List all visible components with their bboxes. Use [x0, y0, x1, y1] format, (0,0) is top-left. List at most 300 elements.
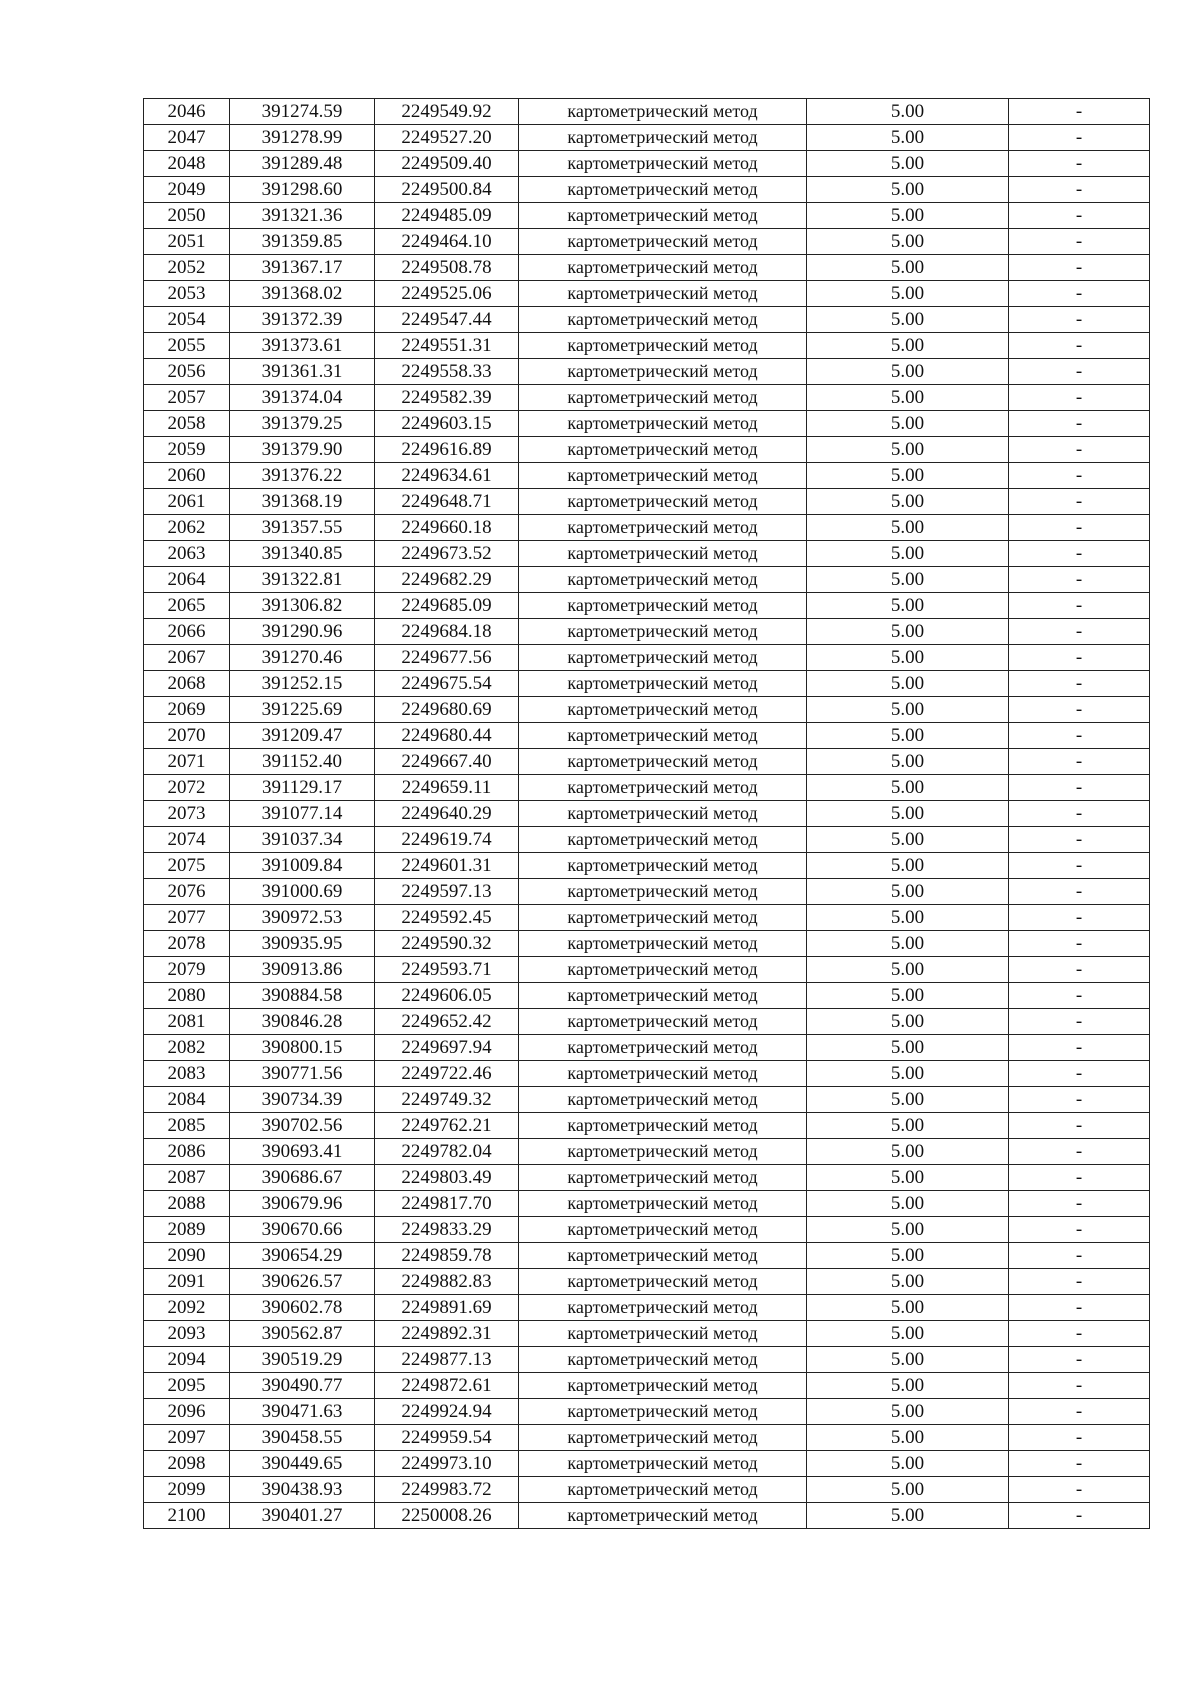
x-coordinate-cell: 391322.81 — [230, 567, 375, 593]
description-cell: - — [1009, 983, 1150, 1009]
x-coordinate-cell: 391321.36 — [230, 203, 375, 229]
table-row — [144, 957, 1150, 983]
table-row — [144, 541, 1150, 567]
x-coordinate-cell: 391361.31 — [230, 359, 375, 385]
accuracy-cell: 5.00 — [807, 905, 1009, 931]
table-row — [144, 931, 1150, 957]
accuracy-cell: 5.00 — [807, 437, 1009, 463]
point-number-cell: 2094 — [144, 1347, 230, 1373]
description-cell: - — [1009, 1503, 1150, 1529]
x-coordinate-cell: 390654.29 — [230, 1243, 375, 1269]
accuracy-cell: 5.00 — [807, 463, 1009, 489]
y-coordinate-cell: 2249616.89 — [375, 437, 519, 463]
x-coordinate-cell: 390771.56 — [230, 1061, 375, 1087]
accuracy-cell: 5.00 — [807, 541, 1009, 567]
x-coordinate-cell: 391373.61 — [230, 333, 375, 359]
table-row — [144, 1373, 1150, 1399]
accuracy-cell: 5.00 — [807, 333, 1009, 359]
accuracy-cell: 5.00 — [807, 801, 1009, 827]
method-cell: картометрический метод — [519, 1035, 807, 1061]
table-row — [144, 1191, 1150, 1217]
point-number-cell: 2083 — [144, 1061, 230, 1087]
y-coordinate-cell: 2249652.42 — [375, 1009, 519, 1035]
x-coordinate-cell: 390670.66 — [230, 1217, 375, 1243]
x-coordinate-cell: 391359.85 — [230, 229, 375, 255]
point-number-cell: 2086 — [144, 1139, 230, 1165]
table-row — [144, 1451, 1150, 1477]
y-coordinate-cell: 2249924.94 — [375, 1399, 519, 1425]
point-number-cell: 2046 — [144, 99, 230, 125]
y-coordinate-cell: 2249877.13 — [375, 1347, 519, 1373]
accuracy-cell: 5.00 — [807, 99, 1009, 125]
method-cell: картометрический метод — [519, 1087, 807, 1113]
y-coordinate-cell: 2249606.05 — [375, 983, 519, 1009]
method-cell: картометрический метод — [519, 1321, 807, 1347]
table-row — [144, 1295, 1150, 1321]
x-coordinate-cell: 391379.90 — [230, 437, 375, 463]
point-number-cell: 2077 — [144, 905, 230, 931]
y-coordinate-cell: 2249648.71 — [375, 489, 519, 515]
x-coordinate-cell: 391129.17 — [230, 775, 375, 801]
table-row — [144, 1399, 1150, 1425]
accuracy-cell: 5.00 — [807, 1191, 1009, 1217]
accuracy-cell: 5.00 — [807, 775, 1009, 801]
method-cell: картометрический метод — [519, 931, 807, 957]
accuracy-cell: 5.00 — [807, 1477, 1009, 1503]
description-cell: - — [1009, 437, 1150, 463]
description-cell: - — [1009, 1451, 1150, 1477]
accuracy-cell: 5.00 — [807, 983, 1009, 1009]
description-cell: - — [1009, 1113, 1150, 1139]
x-coordinate-cell: 390935.95 — [230, 931, 375, 957]
method-cell: картометрический метод — [519, 1477, 807, 1503]
accuracy-cell: 5.00 — [807, 1347, 1009, 1373]
point-number-cell: 2056 — [144, 359, 230, 385]
x-coordinate-cell: 391340.85 — [230, 541, 375, 567]
point-number-cell: 2080 — [144, 983, 230, 1009]
y-coordinate-cell: 2249527.20 — [375, 125, 519, 151]
table-row — [144, 515, 1150, 541]
accuracy-cell: 5.00 — [807, 1451, 1009, 1477]
point-number-cell: 2079 — [144, 957, 230, 983]
description-cell: - — [1009, 307, 1150, 333]
method-cell: картометрический метод — [519, 593, 807, 619]
table-row — [144, 749, 1150, 775]
method-cell: картометрический метод — [519, 801, 807, 827]
y-coordinate-cell: 2249817.70 — [375, 1191, 519, 1217]
method-cell: картометрический метод — [519, 177, 807, 203]
x-coordinate-cell: 391270.46 — [230, 645, 375, 671]
description-cell: - — [1009, 1165, 1150, 1191]
y-coordinate-cell: 2249551.31 — [375, 333, 519, 359]
table-row — [144, 1503, 1150, 1529]
y-coordinate-cell: 2249592.45 — [375, 905, 519, 931]
table-row — [144, 567, 1150, 593]
x-coordinate-cell: 390972.53 — [230, 905, 375, 931]
accuracy-cell: 5.00 — [807, 1113, 1009, 1139]
point-number-cell: 2069 — [144, 697, 230, 723]
description-cell: - — [1009, 359, 1150, 385]
x-coordinate-cell: 390490.77 — [230, 1373, 375, 1399]
x-coordinate-cell: 390562.87 — [230, 1321, 375, 1347]
point-number-cell: 2090 — [144, 1243, 230, 1269]
table-row — [144, 723, 1150, 749]
y-coordinate-cell: 2249675.54 — [375, 671, 519, 697]
x-coordinate-cell: 391372.39 — [230, 307, 375, 333]
method-cell: картометрический метод — [519, 1061, 807, 1087]
method-cell: картометрический метод — [519, 905, 807, 931]
description-cell: - — [1009, 723, 1150, 749]
y-coordinate-cell: 2249582.39 — [375, 385, 519, 411]
description-cell: - — [1009, 619, 1150, 645]
point-number-cell: 2074 — [144, 827, 230, 853]
x-coordinate-cell: 390800.15 — [230, 1035, 375, 1061]
point-number-cell: 2053 — [144, 281, 230, 307]
accuracy-cell: 5.00 — [807, 1139, 1009, 1165]
point-number-cell: 2097 — [144, 1425, 230, 1451]
accuracy-cell: 5.00 — [807, 1061, 1009, 1087]
x-coordinate-cell: 391252.15 — [230, 671, 375, 697]
table-row — [144, 1165, 1150, 1191]
table-row — [144, 671, 1150, 697]
description-cell: - — [1009, 333, 1150, 359]
point-number-cell: 2098 — [144, 1451, 230, 1477]
y-coordinate-cell: 2250008.26 — [375, 1503, 519, 1529]
description-cell: - — [1009, 1139, 1150, 1165]
point-number-cell: 2100 — [144, 1503, 230, 1529]
accuracy-cell: 5.00 — [807, 1269, 1009, 1295]
description-cell: - — [1009, 125, 1150, 151]
table-row — [144, 281, 1150, 307]
y-coordinate-cell: 2249640.29 — [375, 801, 519, 827]
description-cell: - — [1009, 489, 1150, 515]
description-cell: - — [1009, 879, 1150, 905]
y-coordinate-cell: 2249872.61 — [375, 1373, 519, 1399]
x-coordinate-cell: 391379.25 — [230, 411, 375, 437]
table-row — [144, 1139, 1150, 1165]
point-number-cell: 2060 — [144, 463, 230, 489]
accuracy-cell: 5.00 — [807, 229, 1009, 255]
description-cell: - — [1009, 411, 1150, 437]
description-cell: - — [1009, 1243, 1150, 1269]
y-coordinate-cell: 2249525.06 — [375, 281, 519, 307]
x-coordinate-cell: 391077.14 — [230, 801, 375, 827]
point-number-cell: 2075 — [144, 853, 230, 879]
point-number-cell: 2061 — [144, 489, 230, 515]
point-number-cell: 2066 — [144, 619, 230, 645]
table-row — [144, 203, 1150, 229]
table-row — [144, 1035, 1150, 1061]
method-cell: картометрический метод — [519, 1243, 807, 1269]
point-number-cell: 2067 — [144, 645, 230, 671]
x-coordinate-cell: 391306.82 — [230, 593, 375, 619]
table-row — [144, 151, 1150, 177]
y-coordinate-cell: 2249677.56 — [375, 645, 519, 671]
accuracy-cell: 5.00 — [807, 1321, 1009, 1347]
y-coordinate-cell: 2249558.33 — [375, 359, 519, 385]
accuracy-cell: 5.00 — [807, 1503, 1009, 1529]
accuracy-cell: 5.00 — [807, 359, 1009, 385]
method-cell: картометрический метод — [519, 1217, 807, 1243]
y-coordinate-cell: 2249749.32 — [375, 1087, 519, 1113]
description-cell: - — [1009, 645, 1150, 671]
y-coordinate-cell: 2249685.09 — [375, 593, 519, 619]
point-number-cell: 2068 — [144, 671, 230, 697]
point-number-cell: 2087 — [144, 1165, 230, 1191]
method-cell: картометрический метод — [519, 359, 807, 385]
x-coordinate-cell: 391000.69 — [230, 879, 375, 905]
method-cell: картометрический метод — [519, 645, 807, 671]
accuracy-cell: 5.00 — [807, 1295, 1009, 1321]
table-row — [144, 437, 1150, 463]
method-cell: картометрический метод — [519, 619, 807, 645]
x-coordinate-cell: 390401.27 — [230, 1503, 375, 1529]
point-number-cell: 2091 — [144, 1269, 230, 1295]
table-row — [144, 1087, 1150, 1113]
x-coordinate-cell: 391368.02 — [230, 281, 375, 307]
accuracy-cell: 5.00 — [807, 1373, 1009, 1399]
point-number-cell: 2076 — [144, 879, 230, 905]
x-coordinate-cell: 390734.39 — [230, 1087, 375, 1113]
description-cell: - — [1009, 541, 1150, 567]
point-number-cell: 2071 — [144, 749, 230, 775]
x-coordinate-cell: 391009.84 — [230, 853, 375, 879]
coordinates-table-body — [144, 99, 1150, 1529]
method-cell: картометрический метод — [519, 1373, 807, 1399]
description-cell: - — [1009, 229, 1150, 255]
x-coordinate-cell: 390913.86 — [230, 957, 375, 983]
method-cell: картометрический метод — [519, 1399, 807, 1425]
description-cell: - — [1009, 151, 1150, 177]
method-cell: картометрический метод — [519, 749, 807, 775]
description-cell: - — [1009, 1269, 1150, 1295]
x-coordinate-cell: 391274.59 — [230, 99, 375, 125]
description-cell: - — [1009, 1009, 1150, 1035]
x-coordinate-cell: 391374.04 — [230, 385, 375, 411]
x-coordinate-cell: 390519.29 — [230, 1347, 375, 1373]
point-number-cell: 2055 — [144, 333, 230, 359]
accuracy-cell: 5.00 — [807, 255, 1009, 281]
y-coordinate-cell: 2249673.52 — [375, 541, 519, 567]
x-coordinate-cell: 391290.96 — [230, 619, 375, 645]
method-cell: картометрический метод — [519, 827, 807, 853]
y-coordinate-cell: 2249667.40 — [375, 749, 519, 775]
method-cell: картометрический метод — [519, 489, 807, 515]
method-cell: картометрический метод — [519, 1269, 807, 1295]
point-number-cell: 2088 — [144, 1191, 230, 1217]
table-row — [144, 1009, 1150, 1035]
method-cell: картометрический метод — [519, 463, 807, 489]
y-coordinate-cell: 2249983.72 — [375, 1477, 519, 1503]
point-number-cell: 2051 — [144, 229, 230, 255]
accuracy-cell: 5.00 — [807, 1009, 1009, 1035]
y-coordinate-cell: 2249508.78 — [375, 255, 519, 281]
y-coordinate-cell: 2249684.18 — [375, 619, 519, 645]
x-coordinate-cell: 390686.67 — [230, 1165, 375, 1191]
point-number-cell: 2093 — [144, 1321, 230, 1347]
x-coordinate-cell: 390626.57 — [230, 1269, 375, 1295]
description-cell: - — [1009, 957, 1150, 983]
accuracy-cell: 5.00 — [807, 1035, 1009, 1061]
description-cell: - — [1009, 1191, 1150, 1217]
table-row — [144, 177, 1150, 203]
x-coordinate-cell: 390679.96 — [230, 1191, 375, 1217]
description-cell: - — [1009, 801, 1150, 827]
description-cell: - — [1009, 1061, 1150, 1087]
method-cell: картометрический метод — [519, 385, 807, 411]
accuracy-cell: 5.00 — [807, 697, 1009, 723]
y-coordinate-cell: 2249547.44 — [375, 307, 519, 333]
table-row — [144, 1061, 1150, 1087]
x-coordinate-cell: 390884.58 — [230, 983, 375, 1009]
x-coordinate-cell: 391225.69 — [230, 697, 375, 723]
y-coordinate-cell: 2249597.13 — [375, 879, 519, 905]
y-coordinate-cell: 2249762.21 — [375, 1113, 519, 1139]
description-cell: - — [1009, 203, 1150, 229]
method-cell: картометрический метод — [519, 515, 807, 541]
method-cell: картометрический метод — [519, 1165, 807, 1191]
x-coordinate-cell: 390471.63 — [230, 1399, 375, 1425]
point-number-cell: 2096 — [144, 1399, 230, 1425]
method-cell: картометрический метод — [519, 411, 807, 437]
x-coordinate-cell: 390449.65 — [230, 1451, 375, 1477]
method-cell: картометрический метод — [519, 1347, 807, 1373]
point-number-cell: 2085 — [144, 1113, 230, 1139]
point-number-cell: 2073 — [144, 801, 230, 827]
table-row — [144, 593, 1150, 619]
method-cell: картометрический метод — [519, 125, 807, 151]
accuracy-cell: 5.00 — [807, 125, 1009, 151]
accuracy-cell: 5.00 — [807, 281, 1009, 307]
method-cell: картометрический метод — [519, 1139, 807, 1165]
table-row — [144, 1321, 1150, 1347]
description-cell: - — [1009, 1399, 1150, 1425]
x-coordinate-cell: 391298.60 — [230, 177, 375, 203]
description-cell: - — [1009, 827, 1150, 853]
method-cell: картометрический метод — [519, 333, 807, 359]
table-row — [144, 229, 1150, 255]
point-number-cell: 2089 — [144, 1217, 230, 1243]
method-cell: картометрический метод — [519, 983, 807, 1009]
description-cell: - — [1009, 1477, 1150, 1503]
table-row — [144, 619, 1150, 645]
x-coordinate-cell: 391368.19 — [230, 489, 375, 515]
y-coordinate-cell: 2249464.10 — [375, 229, 519, 255]
method-cell: картометрический метод — [519, 1451, 807, 1477]
y-coordinate-cell: 2249833.29 — [375, 1217, 519, 1243]
point-number-cell: 2095 — [144, 1373, 230, 1399]
description-cell: - — [1009, 1295, 1150, 1321]
accuracy-cell: 5.00 — [807, 1243, 1009, 1269]
description-cell: - — [1009, 281, 1150, 307]
accuracy-cell: 5.00 — [807, 1217, 1009, 1243]
accuracy-cell: 5.00 — [807, 385, 1009, 411]
point-number-cell: 2058 — [144, 411, 230, 437]
description-cell: - — [1009, 905, 1150, 931]
table-row — [144, 1243, 1150, 1269]
y-coordinate-cell: 2249959.54 — [375, 1425, 519, 1451]
table-row — [144, 255, 1150, 281]
accuracy-cell: 5.00 — [807, 1165, 1009, 1191]
y-coordinate-cell: 2249593.71 — [375, 957, 519, 983]
accuracy-cell: 5.00 — [807, 827, 1009, 853]
x-coordinate-cell: 391209.47 — [230, 723, 375, 749]
description-cell: - — [1009, 1373, 1150, 1399]
x-coordinate-cell: 390693.41 — [230, 1139, 375, 1165]
description-cell: - — [1009, 1321, 1150, 1347]
y-coordinate-cell: 2249891.69 — [375, 1295, 519, 1321]
method-cell: картометрический метод — [519, 99, 807, 125]
method-cell: картометрический метод — [519, 775, 807, 801]
accuracy-cell: 5.00 — [807, 723, 1009, 749]
point-number-cell: 2082 — [144, 1035, 230, 1061]
accuracy-cell: 5.00 — [807, 489, 1009, 515]
x-coordinate-cell: 390846.28 — [230, 1009, 375, 1035]
accuracy-cell: 5.00 — [807, 645, 1009, 671]
accuracy-cell: 5.00 — [807, 671, 1009, 697]
method-cell: картометрический метод — [519, 1503, 807, 1529]
point-number-cell: 2072 — [144, 775, 230, 801]
y-coordinate-cell: 2249722.46 — [375, 1061, 519, 1087]
x-coordinate-cell: 391152.40 — [230, 749, 375, 775]
table-row — [144, 99, 1150, 125]
coordinates-table — [143, 98, 1150, 1529]
method-cell: картометрический метод — [519, 1295, 807, 1321]
y-coordinate-cell: 2249680.44 — [375, 723, 519, 749]
method-cell: картометрический метод — [519, 879, 807, 905]
accuracy-cell: 5.00 — [807, 957, 1009, 983]
description-cell: - — [1009, 697, 1150, 723]
point-number-cell: 2064 — [144, 567, 230, 593]
x-coordinate-cell: 391278.99 — [230, 125, 375, 151]
description-cell: - — [1009, 463, 1150, 489]
description-cell: - — [1009, 515, 1150, 541]
y-coordinate-cell: 2249601.31 — [375, 853, 519, 879]
table-row — [144, 1425, 1150, 1451]
accuracy-cell: 5.00 — [807, 1399, 1009, 1425]
accuracy-cell: 5.00 — [807, 619, 1009, 645]
table-row — [144, 905, 1150, 931]
point-number-cell: 2063 — [144, 541, 230, 567]
table-row — [144, 1217, 1150, 1243]
method-cell: картометрический метод — [519, 567, 807, 593]
y-coordinate-cell: 2249500.84 — [375, 177, 519, 203]
method-cell: картометрический метод — [519, 1425, 807, 1451]
table-row — [144, 1113, 1150, 1139]
point-number-cell: 2084 — [144, 1087, 230, 1113]
table-row — [144, 1347, 1150, 1373]
y-coordinate-cell: 2249619.74 — [375, 827, 519, 853]
y-coordinate-cell: 2249682.29 — [375, 567, 519, 593]
point-number-cell: 2065 — [144, 593, 230, 619]
method-cell: картометрический метод — [519, 1009, 807, 1035]
description-cell: - — [1009, 99, 1150, 125]
y-coordinate-cell: 2249634.61 — [375, 463, 519, 489]
y-coordinate-cell: 2249892.31 — [375, 1321, 519, 1347]
x-coordinate-cell: 391289.48 — [230, 151, 375, 177]
point-number-cell: 2047 — [144, 125, 230, 151]
method-cell: картометрический метод — [519, 281, 807, 307]
accuracy-cell: 5.00 — [807, 931, 1009, 957]
description-cell: - — [1009, 1425, 1150, 1451]
point-number-cell: 2081 — [144, 1009, 230, 1035]
accuracy-cell: 5.00 — [807, 203, 1009, 229]
accuracy-cell: 5.00 — [807, 879, 1009, 905]
method-cell: картометрический метод — [519, 1191, 807, 1217]
accuracy-cell: 5.00 — [807, 593, 1009, 619]
point-number-cell: 2048 — [144, 151, 230, 177]
description-cell: - — [1009, 775, 1150, 801]
